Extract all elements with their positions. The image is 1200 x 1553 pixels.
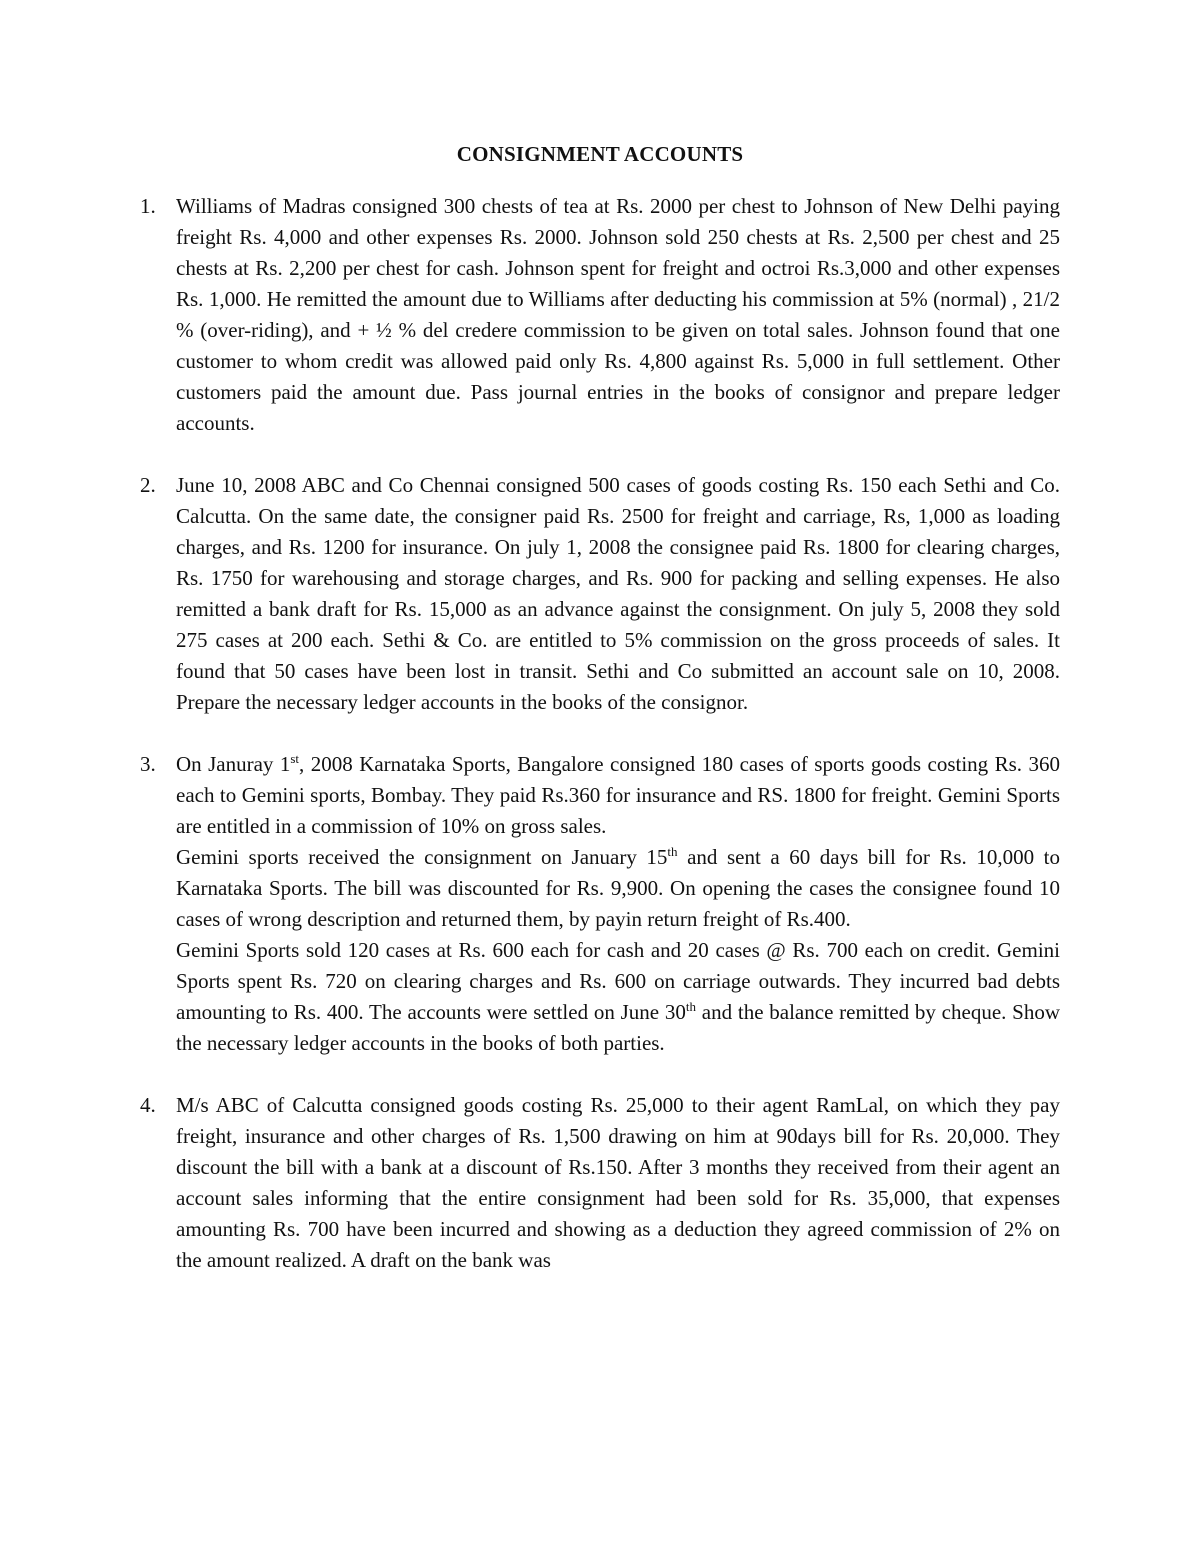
ordinal-suffix: st: [290, 751, 300, 766]
question-list: [140, 191, 1060, 1307]
page-title: CONSIGNMENT ACCOUNTS: [456, 142, 744, 166]
question-text: Williams of Madras consigned 300 chests of tea at Rs. 2000 per chest to Johnson of New Delhi paying freight Rs. 4,000 and other expenses Rs. 2000. Johnson sold 250 chests at Rs. 2,500 per chest and 25 chests at Rs. 2,200 per chest for cash. Johnson spent for freight and octroi Rs.3,000 and other expenses Rs. 1,000. He remitted the amount due to Williams after deducting his commission at 5% (normal) , 21/2 % (over-riding), and + ½ % del credere commission to be given on total sales. Johnson found that one customer to whom credit was allowed paid only Rs. 4,800 against Rs. 5,000 in full settlement. Other customers paid the amount due. Pass journal entries in the books of consignor and prepare ledger accounts.: [176, 194, 1060, 435]
question-number: 3.: [140, 752, 156, 776]
question-number: 2.: [140, 473, 156, 497]
ordinal-suffix: th: [667, 844, 678, 859]
text-run: , 2008 Karnataka Sports, Bangalore consigned 180 cases of sports goods costing Rs. 360 each to Gemini sports, Bombay. They paid Rs.360 for insurance and RS. 1800 for freight. Gemini Sports are entitled in a commission of 10% on gross sales.: [176, 752, 1060, 838]
question-4: [140, 1090, 1060, 1276]
text-run: Gemini sports received the consignment on January 15: [176, 845, 668, 869]
question-text: June 10, 2008 ABC and Co Chennai consigned 500 cases of goods costing Rs. 150 each Sethi and Co. Calcutta. On the same date, the consigner paid Rs. 2500 for freight and carriage, Rs, 1,000 as loading charges, and Rs. 1200 for insurance. On july 1, 2008 the consignee paid Rs. 1800 for clearing charges, Rs. 1750 for warehousing and storage charges, and Rs. 900 for packing and selling expenses. He also remitted a bank draft for Rs. 15,000 as an advance against the consignment. On july 5, 2008 they sold 275 cases at 200 each. Sethi & Co. are entitled to 5% commission on the gross proceeds of sales. It found that 50 cases have been lost in transit. Sethi and Co submitted an account sale on 10, 2008. Prepare the necessary ledger accounts in the books of the consignor.: [176, 473, 1060, 714]
question-paragraph: [176, 749, 1060, 842]
question-3: [140, 749, 1060, 1059]
question-number: 1.: [140, 194, 156, 218]
ordinal-suffix: th: [685, 999, 696, 1014]
question-paragraph: [176, 842, 1060, 935]
text-run: Gemini Sports sold 120 cases at Rs. 600 each for cash and 20 cases @ Rs. 700 each on credit. Gemini Sports spent Rs. 720 on clearing charges and Rs. 600 on carriage outwards. They incurred bad debts amounting to Rs. 400. The accounts were settled on June 30: [176, 938, 1060, 1024]
question-2: [140, 470, 1060, 718]
question-number: 4.: [140, 1093, 156, 1117]
question-paragraph: [176, 935, 1060, 1059]
text-run: On Januray 1: [176, 752, 291, 776]
question-1: [140, 191, 1060, 439]
question-text: M/s ABC of Calcutta consigned goods costing Rs. 25,000 to their agent RamLal, on which they pay freight, insurance and other charges of Rs. 1,500 drawing on him at 90days bill for Rs. 20,000. They discount the bill with a bank at a discount of Rs.150. After 3 months they received from their agent an account sales informing that the entire consignment had been sold for Rs. 35,000, that expenses amounting Rs. 700 have been incurred and showing as a deduction they agreed commission of 2% on the amount realized. A draft on the bank was: [176, 1093, 1060, 1272]
text-run: and the balance remitted by cheque. Show the necessary ledger accounts in the books of both parties.: [176, 1000, 1061, 1055]
text-run: and sent a 60 days bill for Rs. 10,000 to Karnataka Sports. The bill was discounted for Rs. 9,900. On opening the cases the consignee found 10 cases of wrong description and returned them, by payin return freight of Rs.400.: [176, 845, 1060, 931]
